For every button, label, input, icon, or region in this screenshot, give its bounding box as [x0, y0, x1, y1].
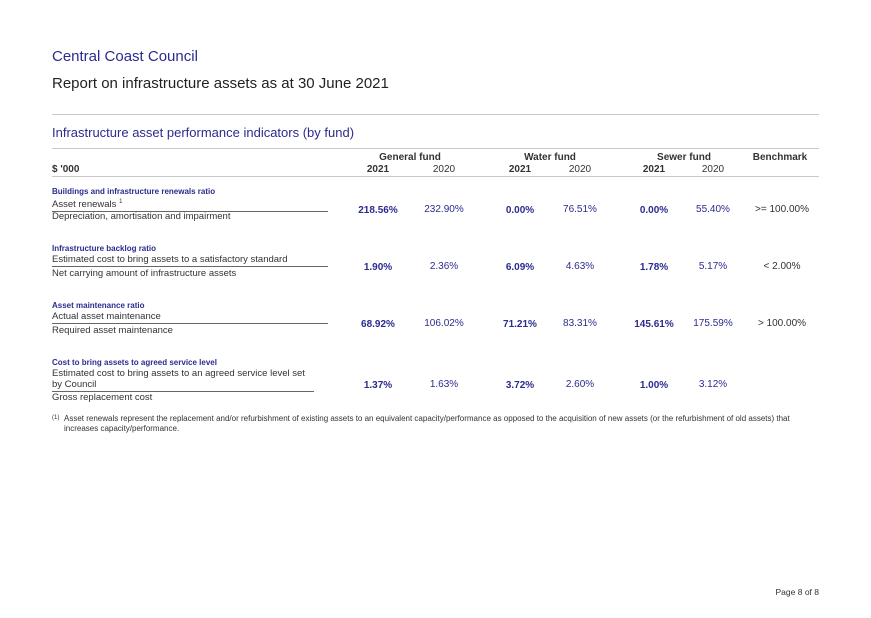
- year-sewer-2020: 2020: [701, 164, 725, 175]
- value-water-2021: 71.21%: [503, 319, 537, 330]
- ratio-title: Asset maintenance ratio: [52, 301, 145, 310]
- year-general-2020: 2020: [432, 164, 456, 175]
- fund-header-sewer: Sewer fund: [657, 152, 711, 163]
- ratio-numerator: Estimated cost to bring assets to a satisfactory standard: [52, 254, 328, 267]
- value-sewer-2020: 175.59%: [693, 318, 733, 329]
- value-general-2020: 2.36%: [429, 261, 459, 272]
- ratio-title: Cost to bring assets to agreed service level: [52, 358, 217, 367]
- value-general-2020: 232.90%: [424, 204, 464, 215]
- ratio-denominator: Required asset maintenance: [52, 325, 173, 336]
- table-top-rule: [52, 148, 819, 149]
- value-water-2021: 0.00%: [505, 205, 535, 216]
- ratio-numerator: Estimated cost to bring assets to an agreed service level set by Council: [52, 368, 314, 392]
- value-sewer-2020: 5.17%: [698, 261, 728, 272]
- ratio-denominator: Gross replacement cost: [52, 392, 153, 403]
- value-sewer-2020: 3.12%: [698, 379, 728, 390]
- ratio-numerator: Actual asset maintenance: [52, 311, 328, 324]
- ratio-numerator: Asset renewals $^1$: [52, 197, 328, 212]
- value-general-2021: 1.90%: [363, 262, 393, 273]
- value-general-2021: 68.92%: [361, 319, 395, 330]
- value-sewer-2021: 1.78%: [639, 262, 669, 273]
- ratio-title: Infrastructure backlog ratio: [52, 244, 157, 253]
- value-sewer-2021: 145.61%: [634, 319, 674, 330]
- value-sewer-2021: 1.00%: [639, 380, 669, 391]
- value-water-2020: 76.51%: [563, 204, 597, 215]
- value-sewer-2020: 55.40%: [696, 204, 730, 215]
- ratio-denominator: Net carrying amount of infrastructure assets: [52, 268, 237, 279]
- council-name: Central Coast Council: [52, 48, 198, 65]
- header-rule: [52, 176, 819, 177]
- section-title: Infrastructure asset performance indicators (by fund): [52, 125, 355, 140]
- value-water-2021: 3.72%: [505, 380, 535, 391]
- ratio-title: Buildings and infrastructure renewals ratio: [52, 187, 216, 196]
- value-general-2021: 1.37%: [363, 380, 393, 391]
- value-water-2020: 2.60%: [565, 379, 595, 390]
- value-water-2020: 83.31%: [563, 318, 597, 329]
- year-general-2021: 2021: [366, 164, 390, 175]
- benchmark-value: < 2.00%: [763, 261, 801, 272]
- value-general-2020: 1.63%: [429, 379, 459, 390]
- value-sewer-2021: 0.00%: [639, 205, 669, 216]
- unit-label: $ '000: [52, 164, 80, 175]
- benchmark-value: >= 100.00%: [755, 204, 809, 215]
- year-water-2021: 2021: [508, 164, 532, 175]
- value-general-2021: 218.56%: [358, 205, 398, 216]
- benchmark-header: Benchmark: [752, 152, 808, 163]
- year-sewer-2021: 2021: [642, 164, 666, 175]
- fund-header-water: Water fund: [524, 152, 576, 163]
- value-general-2020: 106.02%: [424, 318, 464, 329]
- value-water-2020: 4.63%: [565, 261, 595, 272]
- divider: [52, 114, 819, 115]
- report-title: Report on infrastructure assets as at 30 June 2021: [52, 75, 389, 92]
- footnote-mark: (1): [52, 415, 60, 421]
- page-number: Page 8 of 8: [775, 587, 819, 597]
- footnote-text: Asset renewals represent the replacement and/or refurbishment of existing assets to an equivalent capacity/performance as opposed to the acquisition of new assets (or the refurbishment of old assets) that increases capacity/performance.: [64, 414, 790, 433]
- value-water-2021: 6.09%: [505, 262, 535, 273]
- ratio-denominator: Depreciation, amortisation and impairment: [52, 211, 231, 222]
- year-water-2020: 2020: [568, 164, 592, 175]
- benchmark-value: > 100.00%: [757, 318, 807, 329]
- fund-header-general: General fund: [379, 152, 441, 163]
- footnote-ref: 1: [119, 199, 123, 205]
